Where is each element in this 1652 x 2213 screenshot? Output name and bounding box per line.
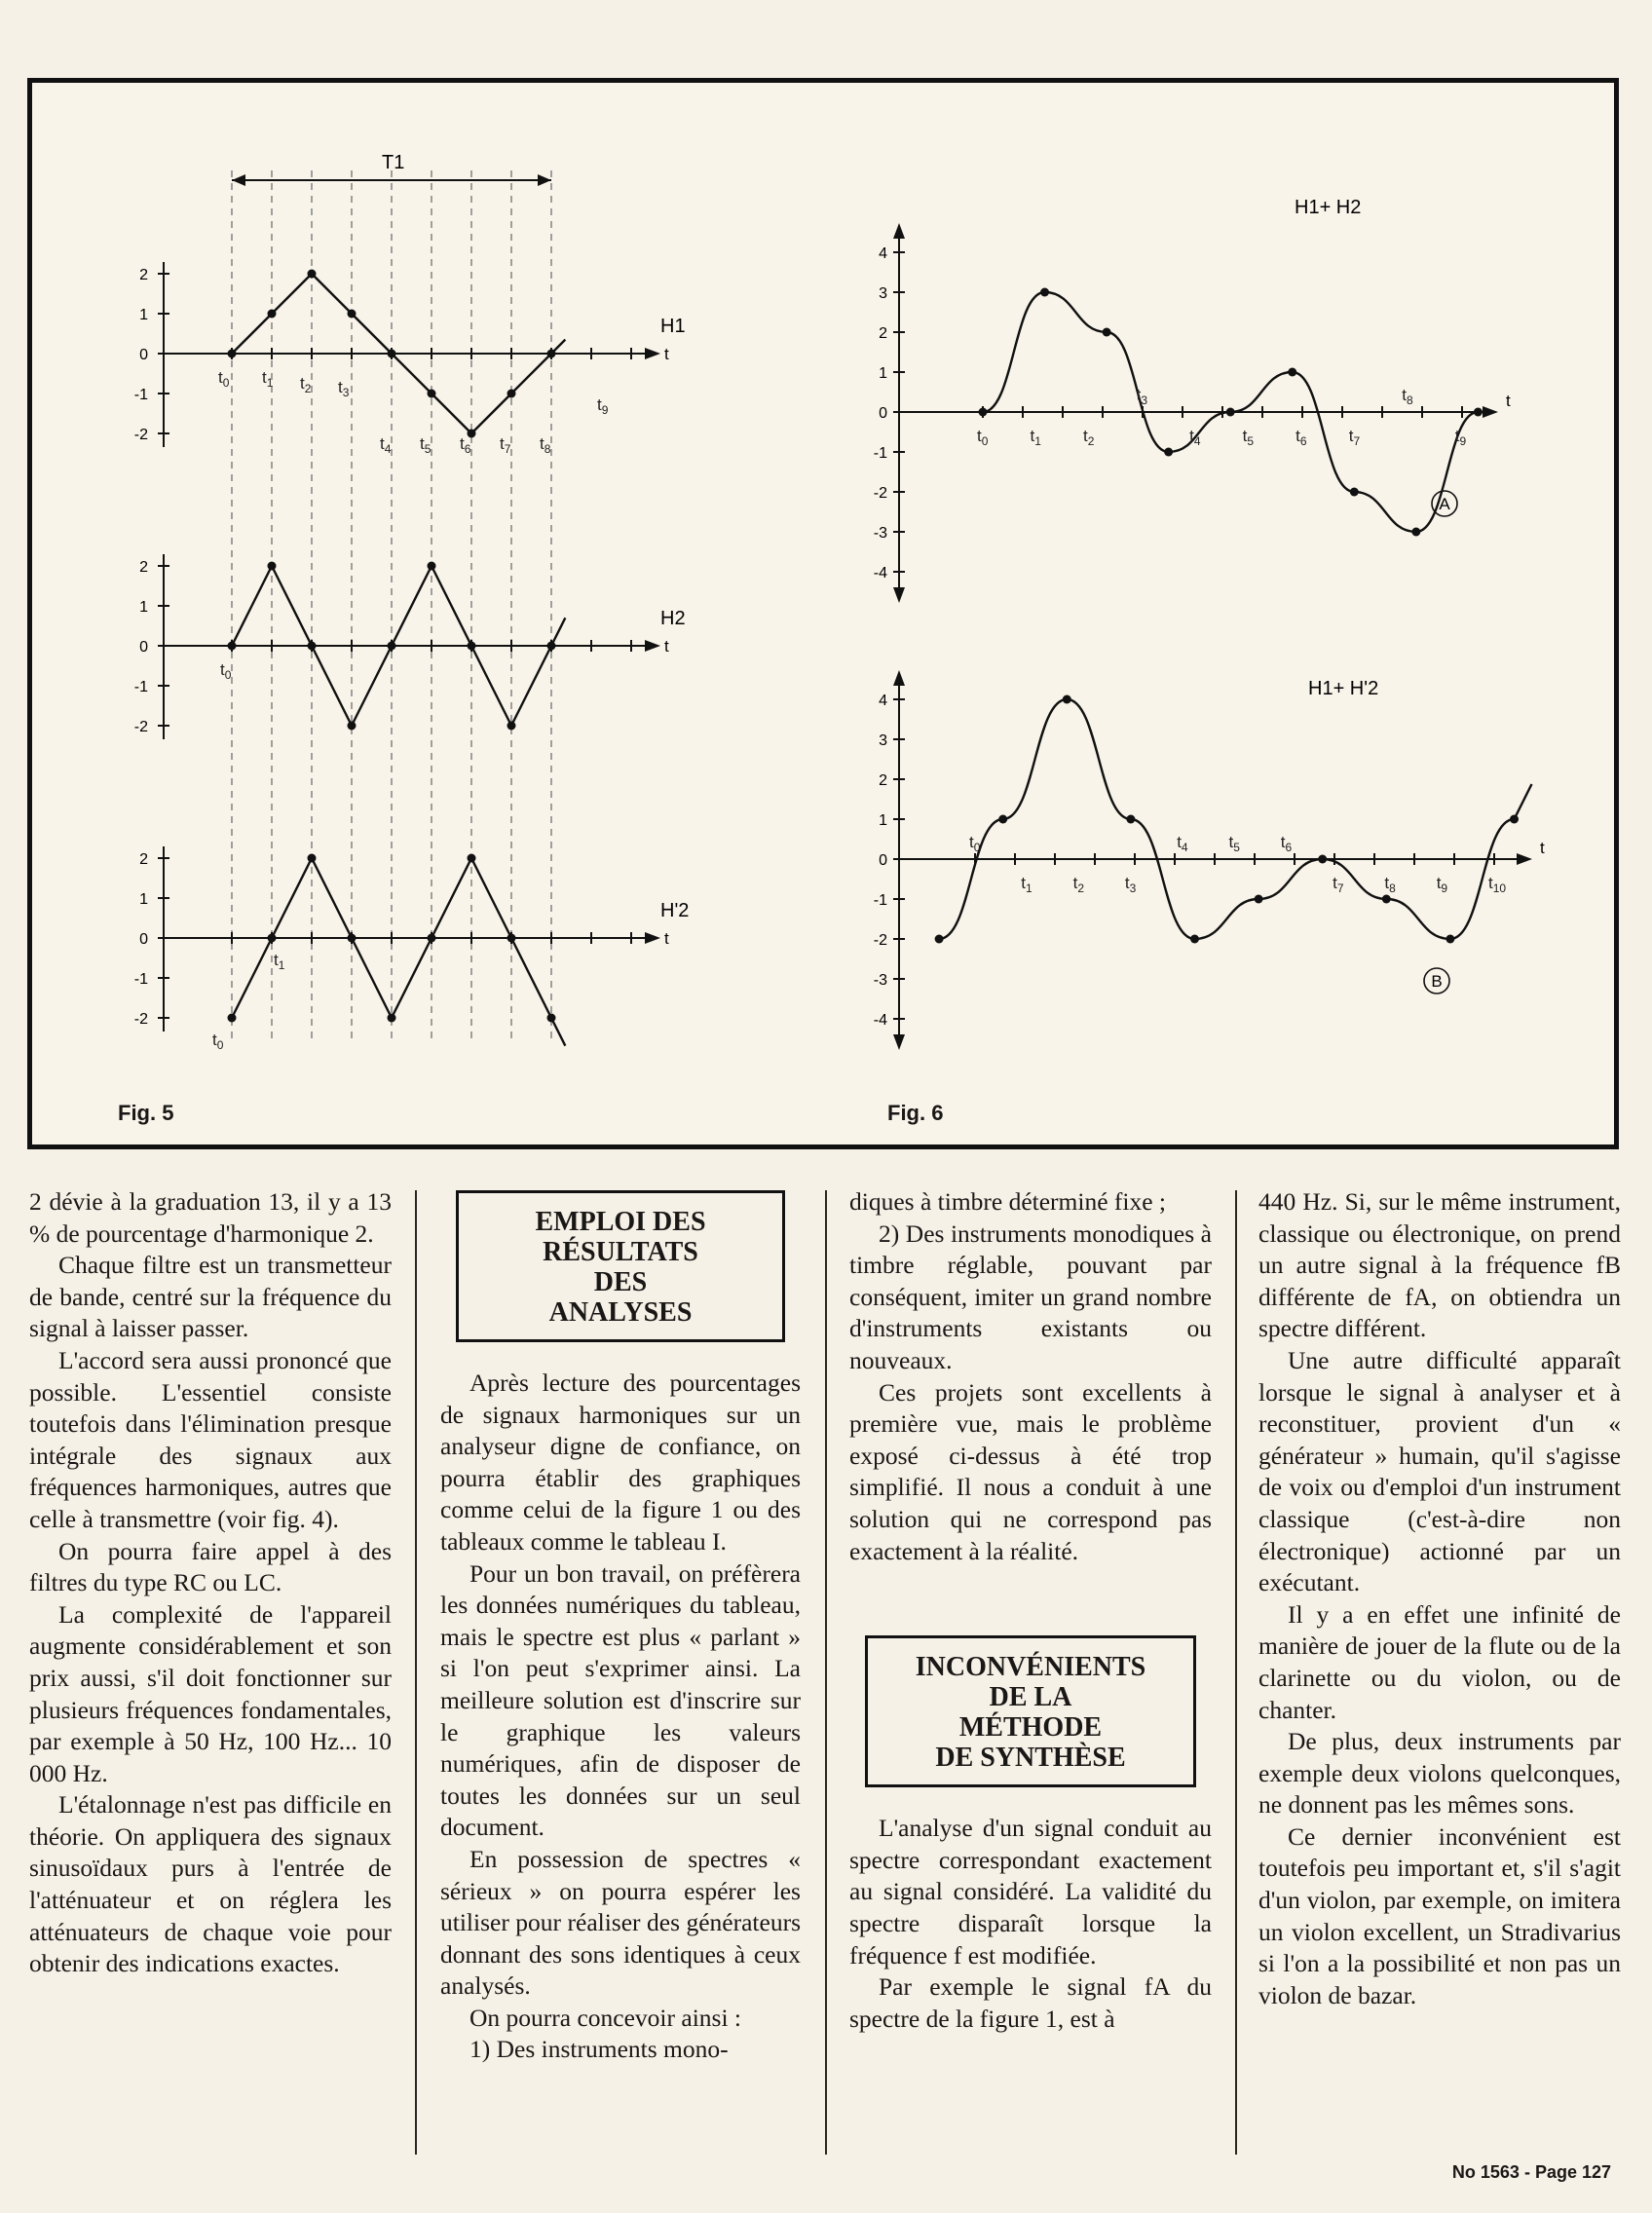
data-point: [268, 562, 277, 571]
y-axis-arrow: [893, 670, 905, 686]
paragraph: Chaque filtre est un transmetteur de bande, centré sur la fréquence du signal à laisser passer.: [29, 1251, 392, 1343]
x-axis-arrow: [645, 932, 660, 944]
y-tick-label: -2: [133, 1011, 148, 1028]
time-label: $t_0$: [218, 368, 230, 390]
axis-label: t: [664, 345, 669, 363]
data-point: [935, 935, 944, 944]
time-label: $t_9$: [1436, 874, 1448, 895]
page-footer: No 1563 - Page 127: [1451, 2162, 1611, 2182]
chart-name: H1: [660, 316, 686, 337]
chart-title: H1+ H'2: [1308, 678, 1379, 699]
column-divider: [825, 1190, 827, 2155]
y-tick-label: 4: [879, 245, 887, 262]
data-point: [1190, 935, 1199, 944]
time-label: $t_8$: [1402, 386, 1413, 407]
series-line: [232, 858, 565, 1046]
y-tick-label: -1: [873, 445, 887, 462]
y-tick-label: -3: [873, 972, 887, 989]
y-tick-label: 1: [879, 365, 887, 382]
data-point: [1126, 815, 1135, 824]
x-axis-arrow: [645, 348, 660, 359]
data-point: [388, 642, 396, 651]
column-1: [29, 1186, 392, 1980]
data-point: [268, 934, 277, 943]
data-point: [547, 642, 556, 651]
data-point: [547, 1014, 556, 1023]
chart-B: [874, 670, 1545, 1050]
paragraph: L'analyse d'un signal conduit au spectre correspondant exactement au signal considéré. La validité du spectre disparaît lorsque la fréquence f est modifiée.: [849, 1814, 1212, 1969]
data-point: [1474, 408, 1483, 417]
time-label: $t_9$: [597, 395, 609, 417]
axis-label: t: [1540, 839, 1545, 857]
axis-label: t: [664, 637, 669, 656]
y-axis-arrow: [893, 223, 905, 239]
y-tick-label: -1: [873, 892, 887, 909]
chart-title: H1+ H2: [1295, 197, 1362, 218]
y-tick-label: 2: [879, 325, 887, 342]
data-point: [428, 390, 436, 398]
y-tick-label: -2: [873, 485, 887, 502]
time-label: $t_4$: [1189, 427, 1201, 448]
data-point: [468, 854, 476, 863]
badge-label: B: [1431, 972, 1443, 991]
heading-inconvenients: [865, 1635, 1196, 1787]
column-divider: [415, 1190, 417, 2155]
paragraph: Pour un bon travail, on préfèrera les données numériques du tableau, mais le spectre est plus « parlant » si l'on peut s'exprimer ainsi. La meilleure solution est d'inscrire sur le graphique les valeurs numériques, afin de disposer de toutes les données sur un seul document.: [440, 1558, 801, 1842]
axis-label: t: [664, 929, 669, 948]
column-divider: [1235, 1190, 1237, 2155]
chart-H'2: [134, 846, 690, 1052]
data-point: [507, 390, 516, 398]
paragraph: diques à timbre déterminé fixe ;: [849, 1187, 1167, 1216]
y-tick-label: 3: [879, 285, 887, 302]
y-tick-label: -3: [873, 525, 887, 542]
x-axis-arrow: [1483, 406, 1498, 418]
fig6-label: Fig. 6: [887, 1101, 944, 1125]
data-point: [1164, 448, 1173, 457]
arrow-head: [538, 174, 551, 186]
paragraph: Il y a en effet une infinité de manière de jouer de la flute ou de la clarinette ou du violon, ou de chanter.: [1258, 1599, 1621, 1724]
y-tick-label: 2: [879, 772, 887, 789]
data-point: [1288, 368, 1296, 377]
heading-emploi: [456, 1190, 785, 1342]
heading-emploi-text: EMPLOI DES RÉSULTATS DES ANALYSES: [535, 1207, 706, 1328]
time-label: $t_1$: [262, 368, 274, 390]
fig5-group: [134, 152, 690, 1052]
y-tick-label: -2: [133, 719, 148, 735]
data-point: [507, 934, 516, 943]
y-tick-label: 0: [139, 931, 148, 948]
chart-H2: [134, 554, 686, 739]
time-label: $t_6$: [1295, 427, 1307, 448]
time-label: $t_0$: [977, 427, 989, 448]
time-label: $t_9$: [1454, 427, 1467, 448]
time-label: $t_3$: [338, 378, 350, 399]
y-tick-label: -1: [133, 679, 148, 695]
data-point: [1350, 488, 1359, 497]
chart-A: [874, 197, 1511, 603]
y-tick-label: 0: [139, 639, 148, 656]
time-label: $t_1$: [1021, 874, 1032, 895]
figures-canvas: [32, 83, 1614, 1144]
y-tick-label: -1: [133, 387, 148, 403]
y-tick-label: -1: [133, 971, 148, 988]
data-point: [308, 270, 317, 279]
data-point: [268, 310, 277, 319]
time-label: $t_5$: [420, 434, 432, 456]
data-point: [308, 854, 317, 863]
data-point: [1255, 895, 1263, 904]
time-label: $t_2$: [1083, 427, 1095, 448]
data-point: [1446, 935, 1454, 944]
data-point: [979, 408, 988, 417]
data-point: [388, 350, 396, 358]
y-tick-label: -4: [873, 565, 887, 581]
paragraph: Après lecture des pourcentages de signaux harmoniques sur un analyseur digne de confiance, on pourra établir des graphiques comme celui de la figure 1 ou des tableaux comme le tableau I.: [440, 1369, 801, 1556]
heading-inconvenients-text: INCONVÉNIENTS DE LA MÉTHODE DE SYNTHÈSE: [915, 1652, 1146, 1774]
paragraph: En possession de spectres « sérieux » on pourra espérer les utiliser pour réaliser des générateurs donnant des sons identiques à ceux analysés.: [440, 1844, 801, 2001]
data-point: [1063, 695, 1071, 704]
y-tick-label: 1: [139, 307, 148, 323]
chart-H1: [134, 262, 686, 456]
chart-name: H'2: [660, 900, 690, 921]
time-label: $t_6$: [460, 434, 471, 456]
data-point: [228, 642, 237, 651]
y-tick-label: -2: [133, 427, 148, 443]
data-point: [1510, 815, 1519, 824]
column-4: [1258, 1186, 1621, 2011]
time-label: $t_1$: [1030, 427, 1041, 448]
paragraph: L'étalonnage n'est pas difficile en théorie. On appliquera des signaux sinusoïdaux purs à l'entrée de l'atténuateur et on réglera les atténuateurs de chaque voie pour obtenir des indications exactes.: [29, 1790, 392, 1978]
time-label: $t_7$: [1333, 874, 1344, 895]
paragraph: Ces projets sont excellents à première vue, mais le problème exposé ci-dessus à été trop simplifié. Il nous a conduit à une solution qui ne correspond pas exactement à la réalité.: [849, 1377, 1212, 1565]
time-label: $t_0$: [969, 833, 981, 854]
data-point: [1411, 528, 1420, 537]
arrow-head: [232, 174, 245, 186]
data-point: [428, 562, 436, 571]
y-tick-label: -2: [873, 932, 887, 949]
y-tick-label: 0: [879, 405, 887, 422]
data-point: [228, 350, 237, 358]
time-label: $t_7$: [1348, 427, 1361, 448]
data-point: [507, 722, 516, 731]
data-point: [348, 934, 357, 943]
chart-name: H2: [660, 608, 686, 629]
data-point: [1226, 408, 1235, 417]
time-label: $t_1$: [274, 951, 285, 972]
paragraph: On pourra faire appel à des filtres du type RC ou LC.: [29, 1536, 392, 1597]
data-point: [348, 722, 357, 731]
paragraph: La complexité de l'appareil augmente considérablement et son prix aussi, s'il doit fonctionner sur plusieurs fréquences fondamentales, par exemple à 50 Hz, 100 Hz... 10 000 Hz.: [29, 1599, 392, 1787]
data-point: [308, 642, 317, 651]
column-2: [440, 1186, 801, 2066]
time-label: $t_0$: [220, 660, 232, 682]
time-label: $t_2$: [300, 374, 312, 395]
data-point: [468, 430, 476, 438]
y-tick-label: 2: [139, 267, 148, 283]
y-tick-label: 2: [139, 851, 148, 868]
data-point: [998, 815, 1007, 824]
y-tick-label: 1: [139, 891, 148, 908]
y-tick-label: 2: [139, 559, 148, 576]
period-label: T1: [382, 152, 405, 173]
time-label: $t_3$: [1136, 386, 1148, 407]
data-point: [228, 1014, 237, 1023]
axis-label: t: [1506, 392, 1511, 410]
fig5-label: Fig. 5: [118, 1101, 174, 1125]
y-tick-label: 3: [879, 732, 887, 749]
y-axis-arrow: [893, 1034, 905, 1050]
badge-label: A: [1439, 495, 1450, 513]
paragraph: Par exemple le signal fA du spectre de la figure 1, est à: [849, 1972, 1212, 2033]
time-label: $t_5$: [1228, 833, 1240, 854]
paragraph: 2) Des instruments monodiques à timbre réglable, pouvant par conséquent, imiter un grand nombre d'instruments existants ou nouveaux.: [849, 1219, 1212, 1374]
paragraph: L'accord sera aussi prononcé que possible. L'essentiel consiste toutefois dans l'élimination presque intégrale des signaux aux fréquences harmoniques, autres que celle à transmettre (voir fig. 4).: [29, 1345, 392, 1533]
time-label: $t_3$: [1124, 874, 1137, 895]
y-tick-label: -4: [873, 1012, 887, 1029]
data-point: [1040, 288, 1049, 297]
paragraph: 1) Des instruments mono-: [469, 2035, 729, 2064]
data-point: [468, 642, 476, 651]
paragraph: Une autre difficulté apparaît lorsque le signal à analyser et à reconstituer, provient d'un « générateur » humain, qu'il s'agisse de voix ou d'emploi d'un instrument classique (c'est-à-dire non électronique) actionné par un exécutant.: [1258, 1345, 1621, 1597]
y-tick-label: 0: [879, 852, 887, 869]
x-axis-arrow: [1517, 853, 1532, 865]
time-label: $t_4$: [380, 434, 392, 456]
time-label: $t_6$: [1280, 833, 1293, 854]
paragraph: De plus, deux instruments par exemple deux violons quelconques, ne donnent pas les mêmes sons.: [1258, 1727, 1621, 1819]
data-point: [348, 310, 357, 319]
time-label: $t_5$: [1242, 427, 1255, 448]
data-point: [388, 1014, 396, 1023]
time-label: $t_7$: [500, 434, 511, 456]
time-label: $t_8$: [1384, 874, 1396, 895]
figure-frame: [27, 78, 1619, 1149]
data-point: [1318, 855, 1327, 864]
paragraph: 440 Hz. Si, sur le même instrument, classique ou électronique, on prend un autre signal à la fréquence fB différente de fA, on obtiendra un spectre différent.: [1258, 1187, 1621, 1343]
data-point: [547, 350, 556, 358]
x-axis-arrow: [645, 640, 660, 652]
series-line: [939, 699, 1531, 939]
paragraph: Ce dernier inconvénient est toutefois peu important et, s'il s'agit d'un violon, par exemple, on imitera un violon excellent, un Stradivarius si l'on a la possibilité et non pas un violon de bazar.: [1258, 1821, 1621, 2009]
y-tick-label: 0: [139, 347, 148, 363]
paragraph: 2 dévie à la graduation 13, il y a 13 % de pourcentage d'harmonique 2.: [29, 1187, 392, 1248]
y-axis-arrow: [893, 587, 905, 603]
time-label: $t_8$: [540, 434, 551, 456]
column-3: [849, 1186, 1212, 2035]
y-tick-label: 1: [879, 812, 887, 829]
time-label: $t_4$: [1177, 833, 1188, 854]
y-tick-label: 1: [139, 599, 148, 616]
paragraph: On pourra concevoir ainsi :: [469, 2003, 741, 2032]
data-point: [428, 934, 436, 943]
time-label: $t_2$: [1072, 874, 1085, 895]
data-point: [1103, 328, 1111, 337]
y-tick-label: 4: [879, 693, 887, 709]
time-label: $t_0$: [212, 1031, 224, 1052]
data-point: [1382, 895, 1391, 904]
time-label: $t_{10}$: [1488, 874, 1507, 895]
